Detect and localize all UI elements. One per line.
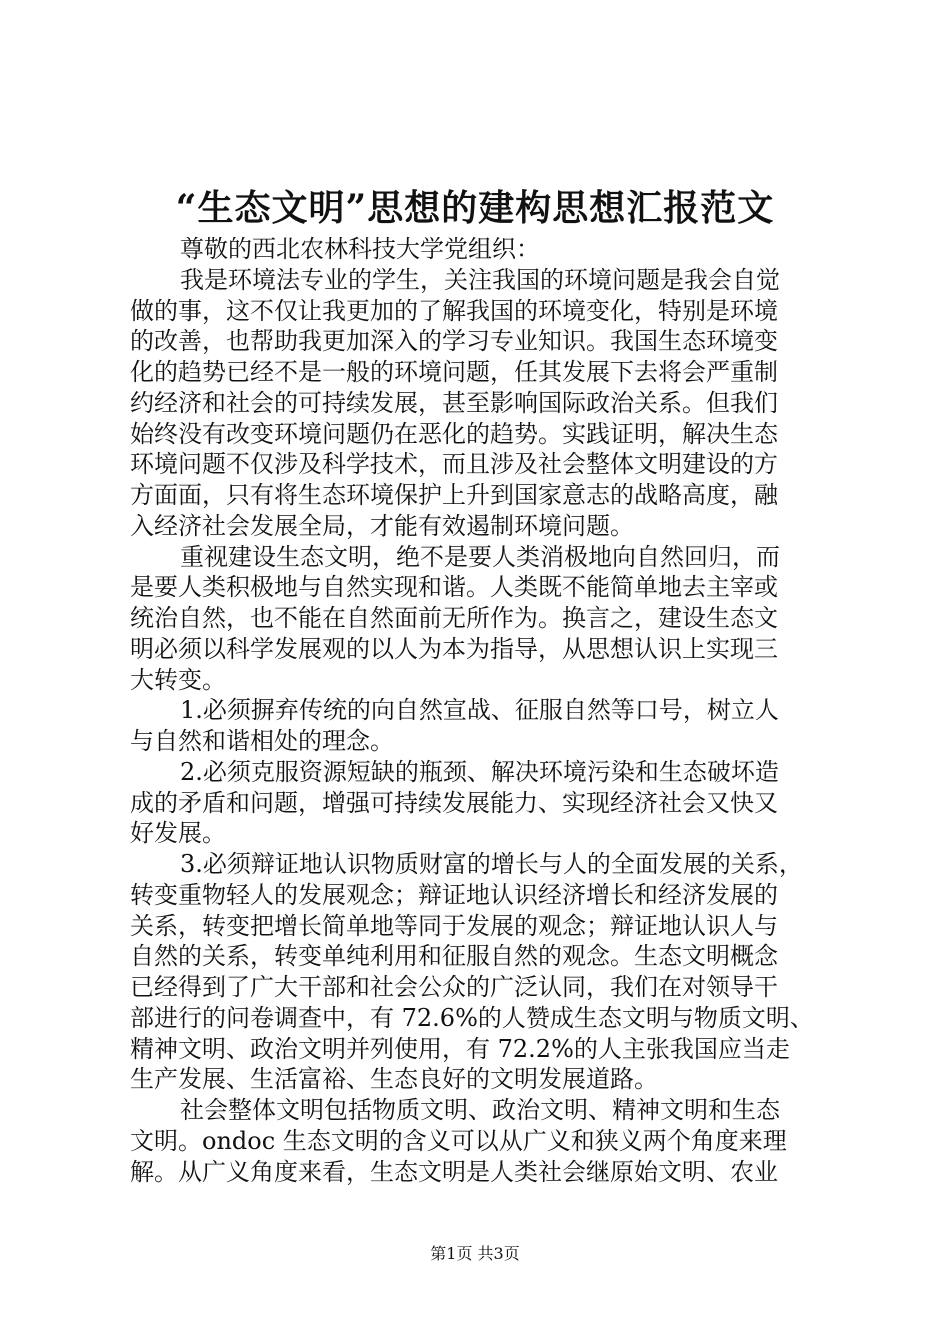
body-line: 做的事，这不仅让我更加的了解我国的环境变化，特别是环境 [130,296,778,325]
body-line: 始终没有改变环境问题仍在恶化的趋势。实践证明，解决生态 [130,419,778,448]
list-item-line: 1.必须摒弃传统的向自然宣战、征服自然等口号，树立人 [180,696,779,725]
body-line: 重视建设生态文明，绝不是要人类消极地向自然回归，而 [180,542,780,571]
list-item-line: 精神文明、政治文明并列使用，有 72.2%的人主张我国应当走 [130,1034,790,1063]
document-title: “生态文明”思想的建构思想汇报范文 [175,187,775,229]
list-item-line: 成的矛盾和问题，增强可持续发展能力、实现经济社会又快又 [130,788,778,817]
list-item-line: 3.必须辩证地认识物质财富的增长与人的全面发展的关系， [180,850,803,878]
list-item-line: 与自然和谐相处的理念。 [130,727,394,755]
list-item-line: 转变重物轻人的发展观念；辩证地认识经济增长和经济发展的 [130,880,778,909]
body-line: 是要人类积极地与自然实现和谐。人类既不能简单地去主宰或 [130,573,778,602]
list-item-line: 关系，转变把增长简单地等同于发展的观念；辩证地认识人与 [130,911,778,940]
body-line: 统治自然，也不能在自然面前无所作为。换言之，建设生态文 [130,604,778,632]
salutation-line: 尊敬的西北农林科技大学党组织： [180,235,540,263]
body-line: 社会整体文明包括物质文明、政治文明、精神文明和生态 [180,1096,780,1124]
body-line: 的改善，也帮助我更加深入的学习专业知识。我国生态环境变 [130,327,778,356]
list-item-line: 自然的关系，转变单纯利用和征服自然的观念。生态文明概念 [130,942,778,971]
list-item-line: 2.必须克服资源短缺的瓶颈、解决环境污染和生态破坏造 [180,757,779,786]
page-footer: 第1页 共3页 [430,1244,520,1263]
document-body [130,234,830,1187]
body-line: 解。从广义角度来看，生态文明是人类社会继原始文明、农业 [130,1157,778,1186]
body-line: 入经济社会发展全局，才能有效遏制环境问题。 [130,511,634,540]
body-line: 环境问题不仅涉及科学技术，而且涉及社会整体文明建设的方 [130,450,778,479]
list-item-line: 已经得到了广大干部和社会公众的广泛认同，我们在对领导干 [130,973,778,1001]
body-line: 化的趋势已经不是一般的环境问题，任其发展下去将会严重制 [130,358,778,386]
list-item-line: 好发展。 [130,819,226,848]
list-item-line: 生产发展、生活富裕、生态良好的文明发展道路。 [130,1065,658,1094]
body-line: 明必须以科学发展观的以人为本为指导，从思想认识上实现三 [130,634,778,663]
body-line: 我是环境法专业的学生，关注我国的环境问题是我会自觉 [180,265,780,294]
body-line: 文明。ondoc 生态文明的含义可以从广义和狭义两个角度来理 [130,1126,787,1155]
list-item-line: 部进行的问卷调查中，有 72.6%的人赞成生态文明与物质文明、 [130,1003,814,1032]
body-line: 大转变。 [130,665,226,694]
body-line: 约经济和社会的可持续发展，甚至影响国际政治关系。但我们 [130,388,778,417]
body-line: 方面面，只有将生态环境保护上升到国家意志的战略高度，融 [130,481,778,509]
